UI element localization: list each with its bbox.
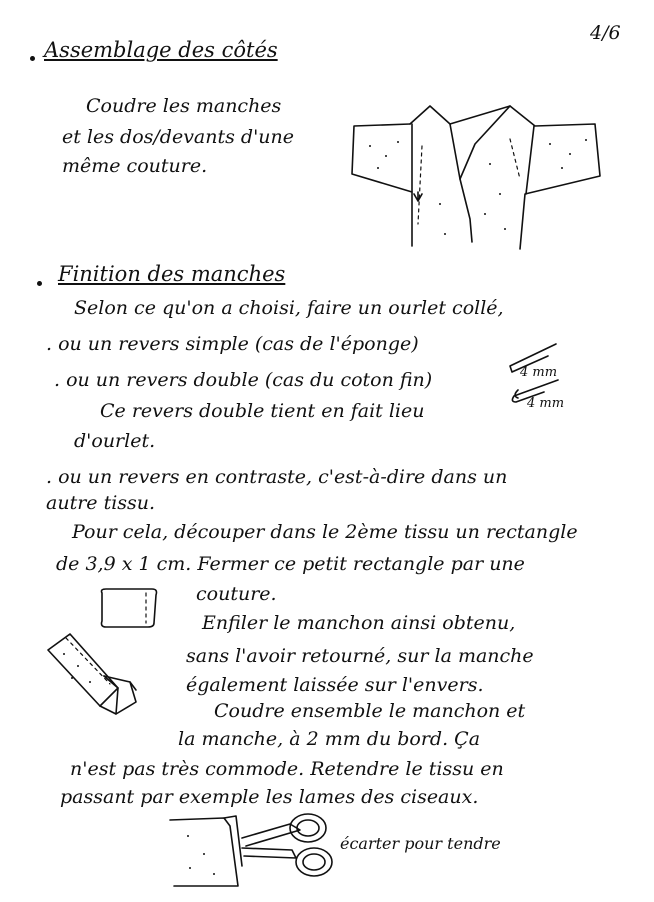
body-line: n'est pas très commode. Retendre le tissu en (70, 758, 504, 780)
body-line: sans l'avoir retourné, sur la manche (186, 645, 534, 667)
body-line: Enfiler le manchon ainsi obtenu, (202, 612, 516, 634)
fold-simple-label: 4 mm (520, 365, 558, 380)
body-line: autre tissu. (46, 492, 156, 514)
body-line: d'ourlet. (74, 430, 156, 452)
section-heading-finition: Finition des manches (58, 262, 286, 286)
body-line: . ou un revers en contraste, c'est-à-dire dans un (46, 466, 508, 488)
section-heading-assemblage: Assemblage des côtés (44, 38, 278, 62)
garment-diagram-illustration (350, 84, 600, 254)
body-line: Ce revers double tient en fait lieu (100, 400, 425, 422)
body-line: même couture. (62, 155, 208, 177)
body-line: . ou un revers simple (cas de l'éponge) (46, 333, 419, 355)
body-line: Selon ce qu'on a choisi, faire un ourlet collé, (74, 297, 504, 319)
body-line: couture. (196, 583, 277, 605)
sleeve-cuff-illustration (44, 630, 144, 720)
body-line: également laissée sur l'envers. (186, 674, 484, 696)
bullet-dot (37, 281, 42, 286)
body-line: de 3,9 x 1 cm. Fermer ce petit rectangle par une (56, 553, 525, 575)
body-line: passant par exemple les lames des ciseaux. (60, 786, 479, 808)
fold-double-label: 4 mm (527, 396, 565, 411)
page-number: 4/6 (590, 22, 621, 44)
bullet-dot (30, 56, 35, 61)
body-line: la manche, à 2 mm du bord. Ça (178, 728, 481, 750)
body-line: Coudre les manches (86, 95, 282, 117)
body-line: Pour cela, découper dans le 2ème tissu un rectangle (72, 521, 578, 543)
body-line: Coudre ensemble le manchon et (214, 700, 526, 722)
body-line: . ou un revers double (cas du coton fin) (54, 369, 433, 391)
scissors-illustration (168, 806, 348, 892)
body-line: et les dos/devants d'une (62, 126, 295, 148)
scissors-note: écarter pour tendre (340, 834, 501, 853)
cuff-rectangle-illustration (96, 585, 162, 631)
